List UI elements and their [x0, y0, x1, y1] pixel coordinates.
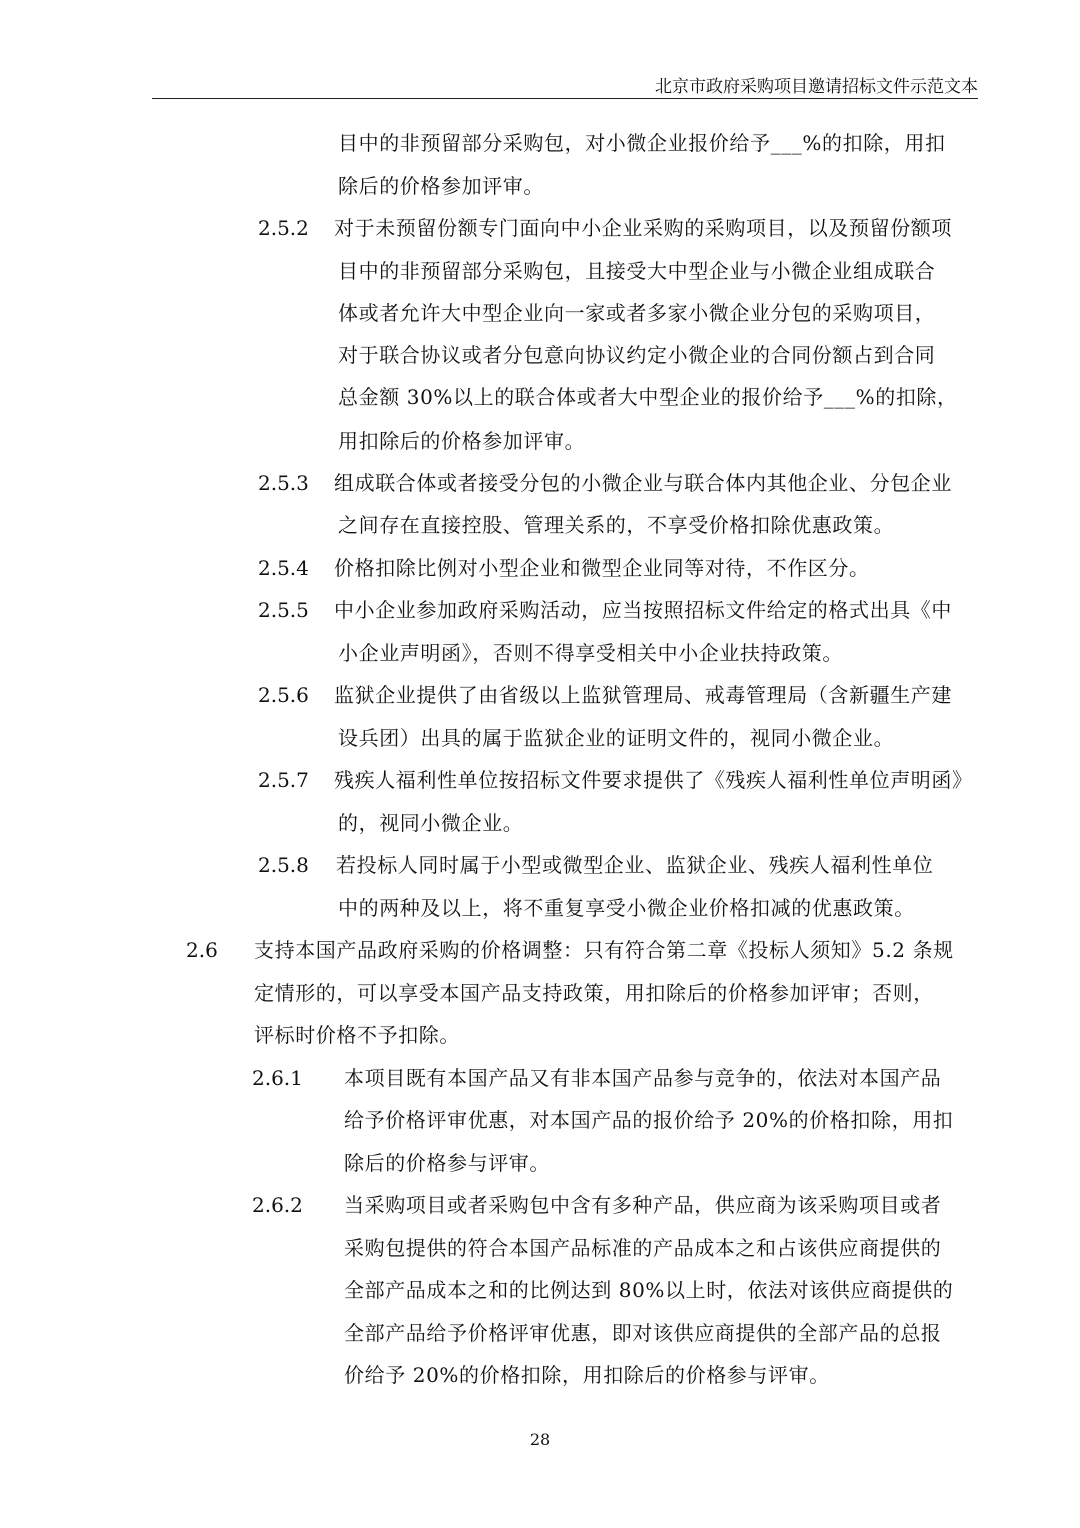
clause-2-5-7-line: 残疾人福利性单位按招标文件要求提供了《残疾人福利性单位声明函》: [334, 768, 973, 792]
clause-2-5-6-line: 监狱企业提供了由省级以上监狱管理局、戒毒管理局（含新疆生产建: [334, 683, 952, 707]
clause-2-6-2-line: 全部产品成本之和的比例达到 80%以上时，依法对该供应商提供的: [344, 1278, 954, 1302]
clause-2-6-line: 支持本国产品政府采购的价格调整：只有符合第二章《投标人须知》5.2 条规: [254, 938, 954, 962]
clause-2-6-1-line: 本项目既有本国产品又有非本国产品参与竞争的，依法对本国产品: [344, 1066, 942, 1090]
clause-number-2-5-6: 2.5.6: [258, 683, 309, 707]
header-divider: [152, 98, 978, 99]
clause-2-5-3-line: 之间存在直接控股、管理关系的，不享受价格扣除优惠政策。: [338, 513, 895, 537]
running-header-title: 北京市政府采购项目邀请招标文件示范文本: [655, 77, 978, 97]
clause-2-5-2-line: 目中的非预留部分采购包，且接受大中型企业与小微企业组成联合: [338, 259, 936, 283]
clause-2-5-8-line: 若投标人同时属于小型或微型企业、监狱企业、残疾人福利性单位: [336, 853, 934, 877]
clause-2-5-5-line: 小企业声明函》，否则不得享受相关中小企业扶持政策。: [338, 641, 843, 665]
clause-2-5-6-line: 设兵团）出具的属于监狱企业的证明文件的，视同小微企业。: [338, 726, 895, 750]
clause-number-2-6: 2.6: [186, 938, 218, 962]
page-number: 28: [529, 1430, 551, 1449]
clause-number-2-5-2: 2.5.2: [258, 216, 309, 240]
clause-2-5-7-line: 的，视同小微企业。: [338, 811, 524, 835]
clause-2-5-8-line: 中的两种及以上，将不重复享受小微企业价格扣减的优惠政策。: [338, 896, 915, 920]
clause-2-6-2-line: 全部产品给予价格评审优惠，即对该供应商提供的全部产品的总报: [344, 1321, 942, 1345]
clause-2-6-line: 评标时价格不予扣除。: [254, 1023, 460, 1047]
clause-2-6-1-line: 给予价格评审优惠，对本国产品的报价给予 20%的价格扣除，用扣: [344, 1108, 954, 1132]
clause-2-5-3-line: 组成联合体或者接受分包的小微企业与联合体内其他企业、分包企业: [334, 471, 952, 495]
clause-2-5-5-line: 中小企业参加政府采购活动，应当按照招标文件给定的格式出具《中: [334, 598, 952, 622]
clause-number-2-6-2: 2.6.2: [252, 1193, 303, 1217]
clause-number-2-5-5: 2.5.5: [258, 598, 309, 622]
clause-2-5-2-line: 用扣除后的价格参加评审。: [338, 429, 586, 453]
continuation-line: 目中的非预留部分采购包，对小微企业报价给予___%的扣除，用扣: [338, 131, 946, 155]
clause-2-5-2-line: 总金额 30%以上的联合体或者大中型企业的报价给予___%的扣除，: [338, 385, 958, 409]
clause-2-6-2-line: 采购包提供的符合本国产品标准的产品成本之和占该供应商提供的: [344, 1236, 942, 1260]
clause-2-6-line: 定情形的，可以享受本国产品支持政策，用扣除后的价格参加评审；否则，: [254, 981, 934, 1005]
clause-2-5-2-line: 体或者允许大中型企业向一家或者多家小微企业分包的采购项目，: [338, 301, 936, 325]
clause-number-2-6-1: 2.6.1: [252, 1066, 303, 1090]
clause-number-2-5-8: 2.5.8: [258, 853, 309, 877]
clause-2-6-1-line: 除后的价格参与评审。: [344, 1151, 550, 1175]
clause-2-5-4-line: 价格扣除比例对小型企业和微型企业同等对待，不作区分。: [334, 556, 870, 580]
clause-number-2-5-7: 2.5.7: [258, 768, 309, 792]
clause-2-5-2-line: 对于联合协议或者分包意向协议约定小微企业的合同份额占到合同: [338, 343, 936, 367]
clause-number-2-5-3: 2.5.3: [258, 471, 309, 495]
clause-2-6-2-line: 价给予 20%的价格扣除，用扣除后的价格参与评审。: [344, 1363, 830, 1387]
clause-2-6-2-line: 当采购项目或者采购包中含有多种产品，供应商为该采购项目或者: [344, 1193, 942, 1217]
clause-number-2-5-4: 2.5.4: [258, 556, 309, 580]
clause-2-5-2-line: 对于未预留份额专门面向中小企业采购的采购项目，以及预留份额项: [334, 216, 952, 240]
continuation-line: 除后的价格参加评审。: [338, 174, 544, 198]
